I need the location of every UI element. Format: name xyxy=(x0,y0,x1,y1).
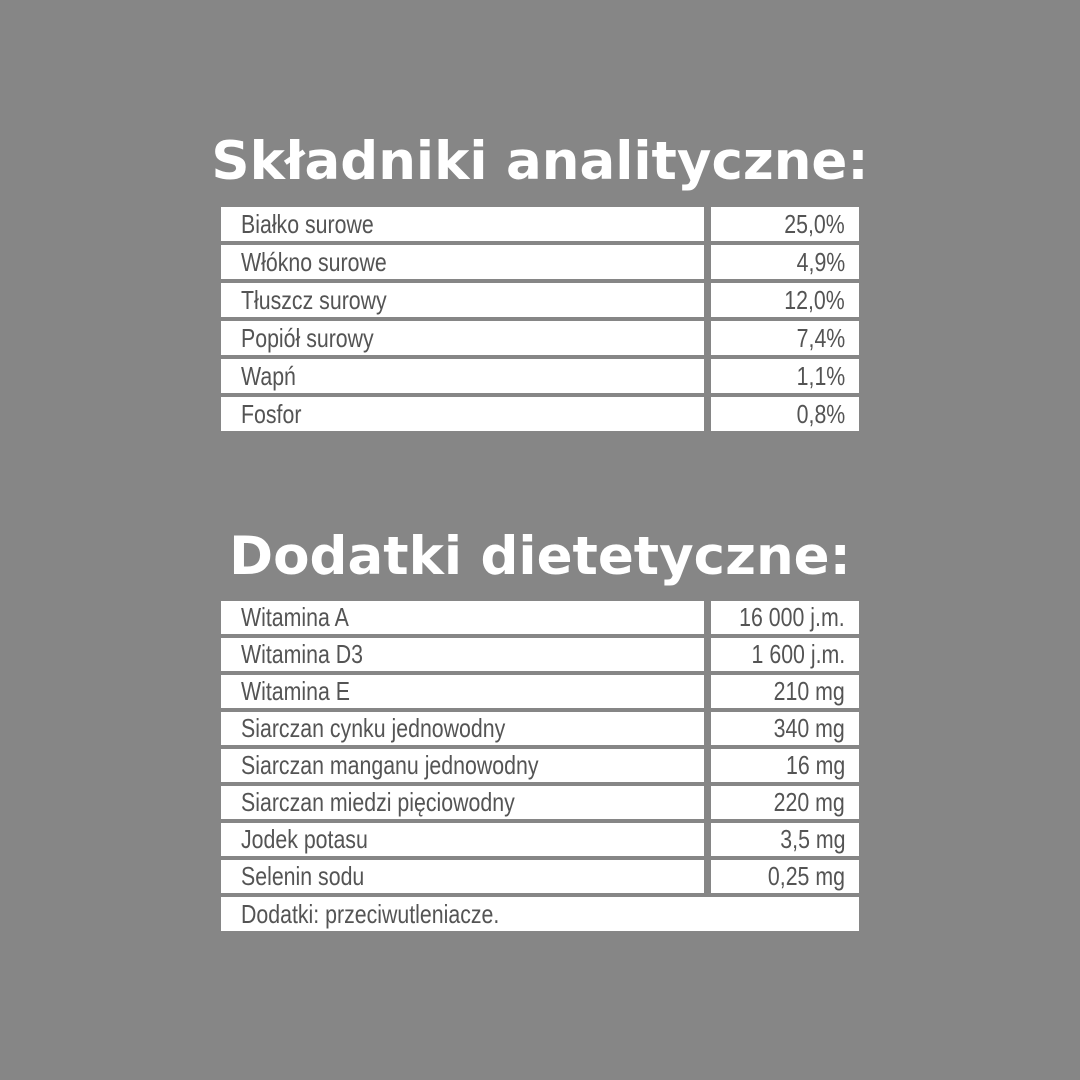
nutrient-value: 12,0% xyxy=(784,285,845,315)
additive-value-cell xyxy=(711,601,859,634)
additive-name: Siarczan manganu jednowodny xyxy=(241,750,539,780)
table-row xyxy=(221,207,859,241)
additive-value: 1 600 j.m. xyxy=(751,639,845,669)
additive-value: 220 mg xyxy=(773,787,845,817)
additive-value: 0,25 mg xyxy=(767,861,845,891)
table-row xyxy=(221,245,859,279)
additive-name-cell xyxy=(221,675,704,708)
nutrient-name-cell xyxy=(221,321,704,355)
nutrient-name-cell xyxy=(221,397,704,431)
additive-name-cell xyxy=(221,786,704,819)
additive-value: 340 mg xyxy=(773,713,845,743)
additive-name-cell xyxy=(221,749,704,782)
analytical-heading: Składniki analityczne: xyxy=(211,131,869,192)
table-row xyxy=(221,823,859,856)
nutrient-name: Popiół surowy xyxy=(241,323,374,353)
additive-value: 3,5 mg xyxy=(779,824,845,854)
nutrient-name: Białko surowe xyxy=(241,209,374,239)
additives-footer-row xyxy=(221,897,859,931)
nutrient-name-cell xyxy=(221,283,704,317)
nutrient-name-cell xyxy=(221,359,704,393)
nutrient-value: 25,0% xyxy=(784,209,845,239)
nutrient-value-cell xyxy=(711,359,859,393)
nutrient-name-cell xyxy=(221,245,704,279)
nutrient-name-cell xyxy=(221,207,704,241)
additive-value-cell xyxy=(711,712,859,745)
nutrient-name: Tłuszcz surowy xyxy=(241,285,387,315)
additive-name: Jodek potasu xyxy=(241,824,368,854)
additive-value-cell xyxy=(711,786,859,819)
table-row xyxy=(221,786,859,819)
additive-value: 210 mg xyxy=(773,676,845,706)
additive-name-cell xyxy=(221,638,704,671)
additives-footer-text: Dodatki: przeciwutleniacze. xyxy=(241,899,500,929)
nutrient-value-cell xyxy=(711,245,859,279)
nutrient-value: 0,8% xyxy=(796,399,845,429)
nutrient-value: 7,4% xyxy=(796,323,845,353)
table-row xyxy=(221,397,859,431)
nutrient-value-cell xyxy=(711,283,859,317)
additive-value-cell xyxy=(711,860,859,893)
table-row xyxy=(221,712,859,745)
additive-value-cell xyxy=(711,675,859,708)
nutrient-name: Włókno surowe xyxy=(241,247,387,277)
table-row xyxy=(221,283,859,317)
additive-value-cell xyxy=(711,823,859,856)
nutrient-value-cell xyxy=(711,321,859,355)
additive-name-cell xyxy=(221,601,704,634)
additive-name: Siarczan cynku jednowodny xyxy=(241,713,506,743)
table-row xyxy=(221,638,859,671)
nutrient-value-cell xyxy=(711,397,859,431)
additive-name-cell xyxy=(221,860,704,893)
additive-name: Selenin sodu xyxy=(241,861,365,891)
nutrient-value: 4,9% xyxy=(796,247,845,277)
additive-name: Siarczan miedzi pięciowodny xyxy=(241,787,515,817)
additive-name-cell xyxy=(221,712,704,745)
additive-value-cell xyxy=(711,638,859,671)
table-row xyxy=(221,359,859,393)
table-row xyxy=(221,321,859,355)
additive-name: Witamina E xyxy=(241,676,350,706)
additive-name-cell xyxy=(221,823,704,856)
dietetic-heading: Dodatki dietetyczne: xyxy=(229,526,851,587)
table-row xyxy=(221,749,859,782)
analytical-table xyxy=(221,207,859,435)
table-row xyxy=(221,601,859,634)
additive-name: Witamina A xyxy=(241,602,349,632)
additive-value-cell xyxy=(711,749,859,782)
additive-name: Witamina D3 xyxy=(241,639,364,669)
nutrient-value: 1,1% xyxy=(796,361,845,391)
nutrient-name: Wapń xyxy=(241,361,296,391)
additive-value: 16 000 j.m. xyxy=(739,602,845,632)
nutrient-name: Fosfor xyxy=(241,399,302,429)
table-row xyxy=(221,860,859,893)
dietetic-table xyxy=(221,601,859,931)
nutrient-value-cell xyxy=(711,207,859,241)
additive-value: 16 mg xyxy=(785,750,845,780)
table-row xyxy=(221,675,859,708)
